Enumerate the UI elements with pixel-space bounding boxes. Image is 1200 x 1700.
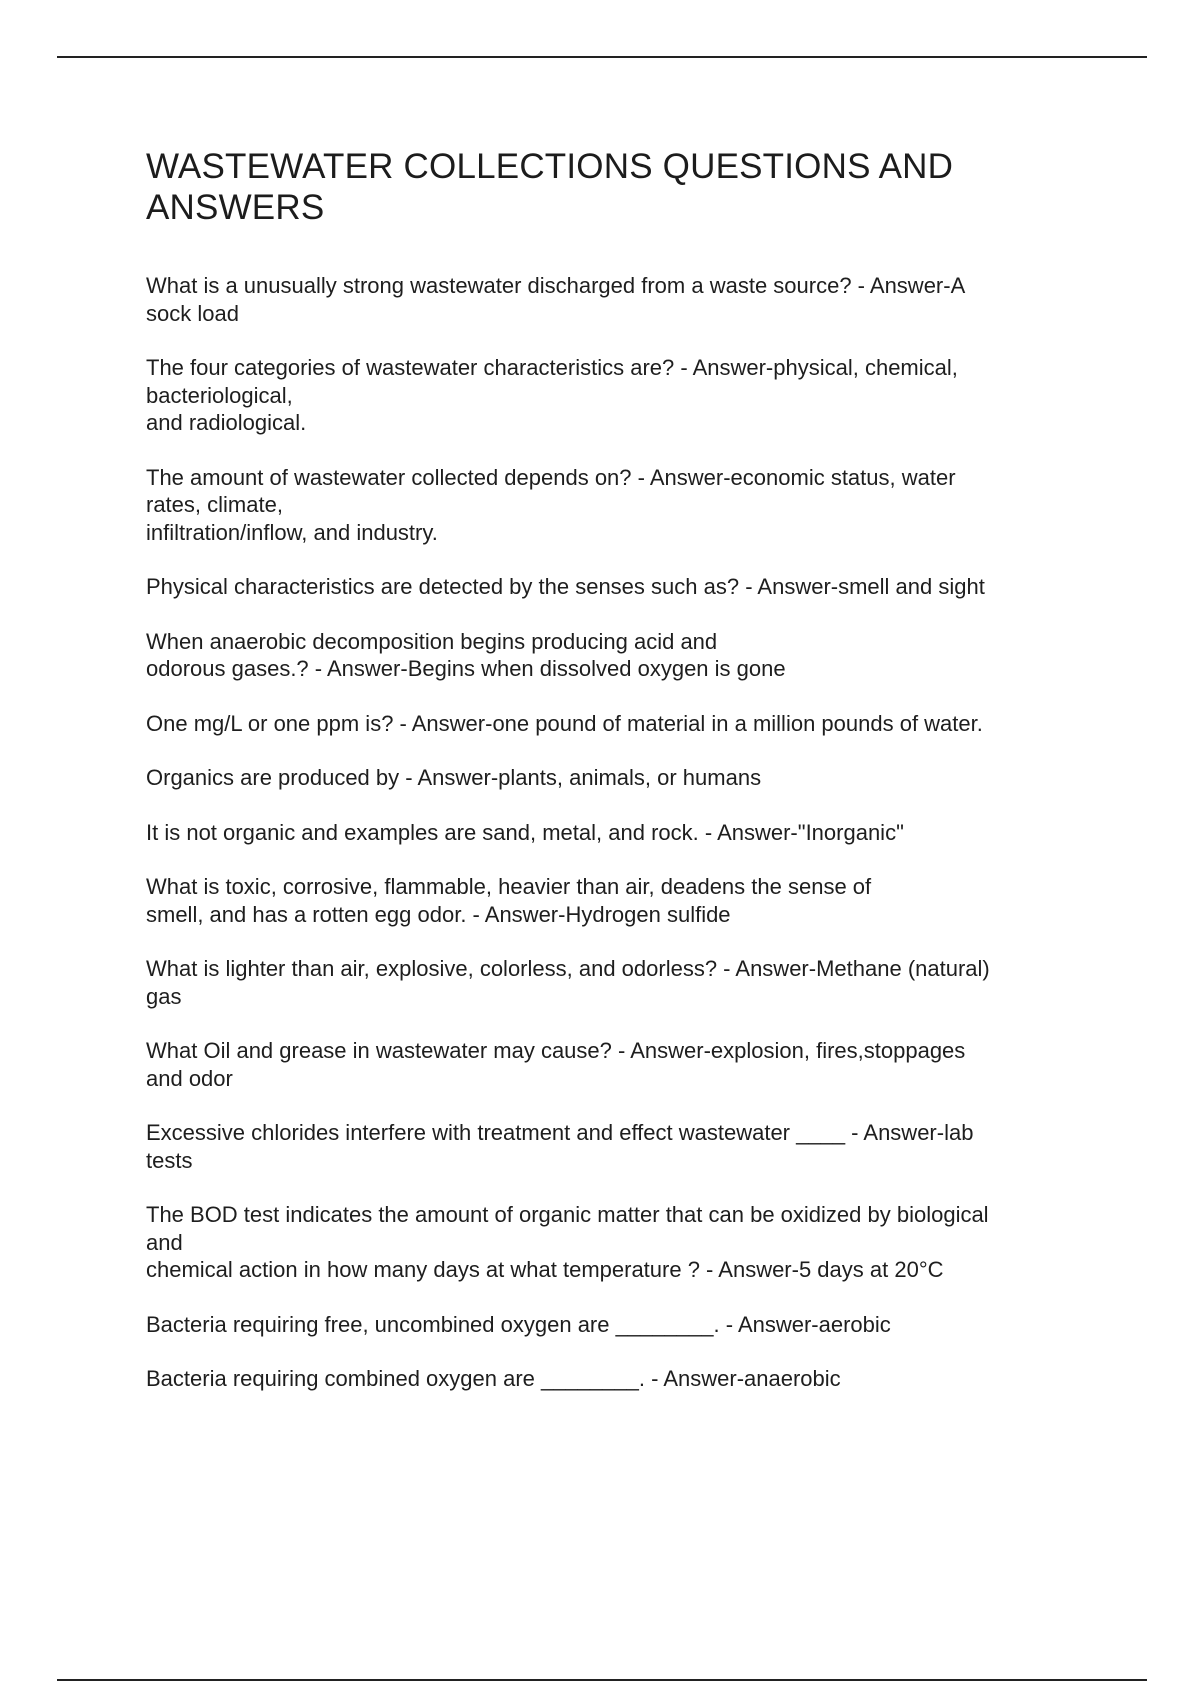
title-line-1: WASTEWATER COLLECTIONS QUESTIONS AND	[146, 147, 954, 186]
qa-line: The BOD test indicates the amount of organic matter that can be oxidized by biological	[146, 1202, 989, 1227]
document-title	[146, 146, 1086, 228]
qa-item-8	[146, 819, 1086, 847]
qa-item-3	[146, 464, 1086, 547]
qa-line: Bacteria requiring combined oxygen are ________. - Answer-anaerobic	[146, 1366, 841, 1391]
qa-line: Organics are produced by - Answer-plants, animals, or humans	[146, 765, 762, 790]
qa-item-10	[146, 955, 1086, 1010]
qa-item-4	[146, 573, 1086, 601]
qa-item-11	[146, 1037, 1086, 1092]
qa-item-1	[146, 272, 1086, 327]
qa-line: Excessive chlorides interfere with treatment and effect wastewater ____ - Answer-lab	[146, 1120, 974, 1145]
qa-item-5	[146, 628, 1086, 683]
qa-line: and	[146, 1229, 183, 1255]
top-divider	[57, 56, 1147, 58]
qa-item-2	[146, 354, 1086, 437]
qa-line: and radiological.	[146, 410, 307, 435]
qa-line: Physical characteristics are detected by the senses such as? - Answer-smell and sight	[146, 574, 985, 599]
qa-line: gas	[146, 983, 182, 1009]
qa-line: tests	[146, 1147, 193, 1173]
qa-item-12	[146, 1119, 1086, 1174]
qa-item-9	[146, 873, 1086, 928]
qa-line: rates, climate,	[146, 492, 283, 517]
qa-line: One mg/L or one ppm is? - Answer-one pound of material in a million pounds of water.	[146, 710, 983, 736]
qa-item-6	[146, 710, 1086, 738]
qa-line: It is not organic and examples are sand, metal, and rock. - Answer-"Inorganic"	[146, 819, 904, 845]
qa-line: The amount of wastewater collected depends on? - Answer-economic status, water	[146, 464, 956, 490]
bottom-divider	[57, 1679, 1147, 1681]
qa-line: What is toxic, corrosive, flammable, heavier than air, deadens the sense of	[146, 874, 872, 899]
qa-line: bacteriological,	[146, 382, 293, 408]
qa-item-15	[146, 1365, 1086, 1393]
qa-line: odorous gases.? - Answer-Begins when dissolved oxygen is gone	[146, 656, 786, 681]
qa-line: The four categories of wastewater characteristics are? - Answer-physical, chemical,	[146, 355, 958, 380]
qa-line: sock load	[146, 300, 239, 326]
title-line-2: ANSWERS	[146, 188, 325, 227]
qa-line: Bacteria requiring free, uncombined oxygen are ________. - Answer-aerobic	[146, 1311, 891, 1337]
qa-line: smell, and has a rotten egg odor. - Answer-Hydrogen sulfide	[146, 901, 731, 927]
qa-item-14	[146, 1311, 1086, 1339]
qa-line: What is lighter than air, explosive, colorless, and odorless? - Answer-Methane (natural)	[146, 956, 990, 981]
qa-line: What is a unusually strong wastewater discharged from a waste source? - Answer-A	[146, 273, 966, 298]
qa-line: When anaerobic decomposition begins producing acid and	[146, 628, 718, 654]
qa-line: What Oil and grease in wastewater may cause? - Answer-explosion, fires,stoppages	[146, 1038, 966, 1063]
document-body	[146, 146, 1086, 1420]
qa-list	[146, 272, 1086, 1393]
qa-line: and odor	[146, 1065, 233, 1091]
qa-item-13	[146, 1201, 1086, 1284]
qa-line: infiltration/inflow, and industry.	[146, 519, 438, 545]
qa-line: chemical action in how many days at what temperature ? - Answer-5 days at 20°C	[146, 1257, 944, 1282]
qa-item-7	[146, 764, 1086, 792]
